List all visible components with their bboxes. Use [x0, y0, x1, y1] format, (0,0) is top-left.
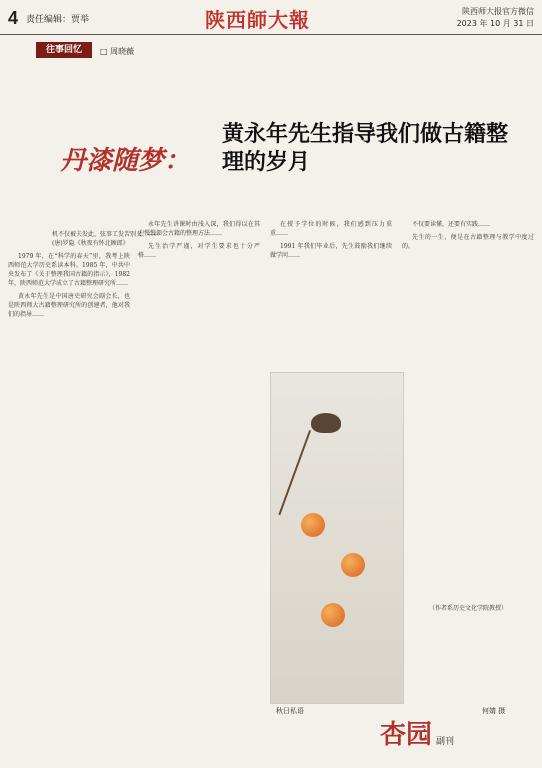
paragraph: 在授予学位的时候，我们感到压力重重…… [270, 221, 392, 237]
photo-caption: 秋日私语 [276, 707, 304, 715]
supplement-subtitle: 副刊 [436, 737, 455, 747]
newspaper-masthead: 陕西師大報 [205, 8, 310, 32]
text-column-1 [8, 252, 130, 323]
bird-shape [311, 413, 341, 433]
text-column-2 [138, 220, 260, 264]
headline: 黄永年先生指导我们做古籍整理的岁月 [222, 121, 509, 175]
text-column-3 [270, 220, 392, 264]
column-tag: 往事回忆 [36, 42, 92, 58]
paragraph: 1991 年我们毕业后，先生鼓励我们继续做学问…… [270, 243, 392, 259]
fruit-shape [321, 603, 345, 627]
paragraph: 先生治学严谨，对学生要求也十分严格…… [138, 243, 260, 259]
supplement-title: 杏园 [380, 720, 433, 750]
fruit-shape [301, 513, 325, 537]
paragraph: 永年先生讲课时由浅入深，我们得以在其中慢慢领会古籍的整理方法…… [138, 221, 260, 237]
date: 2023 年 10 月 31 日 [456, 19, 534, 28]
branch-shape [278, 430, 395, 546]
page-number: 4 [8, 8, 19, 28]
photo-credit: 何婧 摄 [482, 707, 506, 715]
paragraph: 不仅要读懂，还要有实践…… [412, 221, 491, 228]
article-author: □ 周晓薇 [100, 47, 135, 56]
text-column-4 [402, 220, 534, 255]
paragraph: 黄永年先生是中国唐史研究会副会长，也是陕西师大古籍整理研究所的创建者，他对我们的指导…… [8, 293, 130, 318]
publication-info [457, 6, 534, 30]
author-footnote: （作者系历史文化学院教授） [428, 605, 507, 612]
headline-kicker: 丹漆随梦： [60, 146, 191, 176]
paragraph: 先生的一生，便是在古籍整理与教学中度过的。 [402, 234, 534, 250]
paragraph: 1979 年，在“科学的春天”里，我考上陕西师范大学历史系读本科。1985 年，中共中央发布了《关于整理我国古籍的指示》，1982 年，陕西师范大学成立了古籍整理研究所…… [8, 253, 130, 287]
page-header [0, 0, 542, 35]
fruit-shape [341, 553, 365, 577]
editor-credit: 责任编辑：贾举 [26, 15, 90, 25]
publisher: 陕西师大报官方微信 [462, 7, 534, 16]
epigraph: 机不仅被夫发此，弦事工发苦别义。——(唐)罗隐《秋夜有怀北顾郎》 [52, 231, 161, 247]
persimmon-photo [270, 372, 404, 704]
